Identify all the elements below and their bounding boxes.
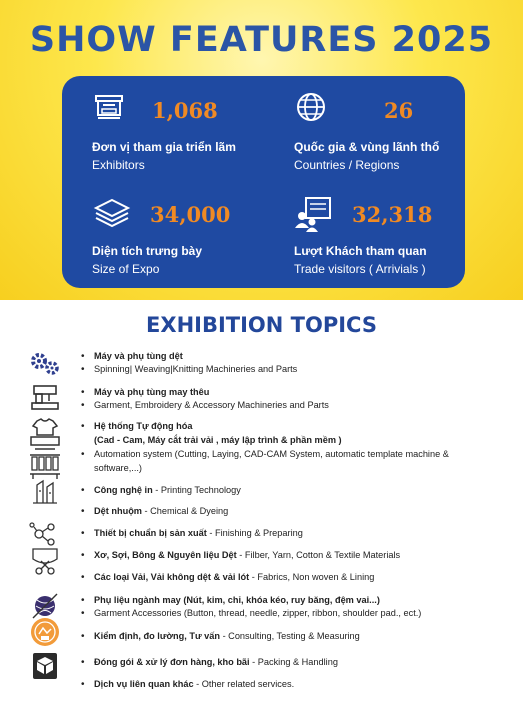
gears-icon <box>27 350 63 378</box>
topic-line <box>94 630 360 643</box>
stat-exhibitors <box>92 90 282 180</box>
topic-en: Garment Accessories (Button, thread, needle, zipper, ribbon, shoulder pad., ect.) <box>94 608 422 618</box>
testing-badge-icon <box>27 616 63 648</box>
booth-icon <box>92 90 126 124</box>
fabric-scissors-icon <box>27 547 63 575</box>
topic-vi: Công nghệ in <box>94 485 153 495</box>
topic-en: - Packing & Handling <box>249 657 338 667</box>
stat-number: 26 <box>384 98 414 123</box>
page-title: SHOW FEATURES 2025 <box>29 20 494 60</box>
topic-vi: Kiểm định, đo lường, Tư vấn <box>94 631 221 641</box>
layers-icon <box>92 196 132 230</box>
visitors-icon <box>294 196 334 232</box>
topic-line <box>94 678 294 691</box>
topic-en: - Finishing & Preparing <box>206 528 303 538</box>
topic-line <box>94 484 241 497</box>
topic-vi: Hệ thống Tự động hóa <box>94 421 193 431</box>
stat-label-en: Trade visitors ( Arrivials ) <box>294 262 426 276</box>
topic-en: Spinning| Weaving|Knitting Machineries and Parts <box>94 364 298 374</box>
printing-press-icon <box>27 477 63 505</box>
clothes-rack-icon <box>27 452 63 480</box>
stat-label-en: Countries / Regions <box>294 158 400 172</box>
topic-line <box>94 527 303 540</box>
stat-label-vi: Đơn vị tham gia triển lãm <box>92 140 236 154</box>
topic-line <box>94 656 338 669</box>
package-icon <box>27 652 63 680</box>
topic-vi: Dịch vụ liên quan khác <box>94 679 194 689</box>
topic-vi: Dệt nhuộm <box>94 506 142 516</box>
stat-number: 34,000 <box>150 202 231 227</box>
stat-number: 32,318 <box>352 202 433 227</box>
topic-en: - Printing Technology <box>152 485 241 495</box>
topic-vi-detail: (Cad - Cam, Máy cắt trải vải , máy lập trình & phần mềm ) <box>94 435 342 445</box>
topic-vi: Các loại Vải, Vải không dệt & vải lót <box>94 572 250 582</box>
stat-label-vi: Quốc gia & vùng lãnh thổ <box>294 140 440 154</box>
topic-vi: Phụ liệu ngành may (Nút, kim, chỉ, khóa kéo, ruy băng, đệm vai...) <box>94 595 380 605</box>
stat-visitors <box>294 196 484 286</box>
globe-icon <box>294 90 328 124</box>
stat-label-en: Exhibitors <box>92 158 145 172</box>
stat-expo-size <box>92 196 282 286</box>
topic-vi: Thiết bị chuẩn bị sản xuất <box>94 528 207 538</box>
topic-vi: Máy và phụ tùng may thêu <box>94 387 210 397</box>
stat-number: 1,068 <box>152 98 218 123</box>
topic-vi: Xơ, Sợi, Bông & Nguyên liệu Dệt <box>94 550 237 560</box>
topic-en: - Filber, Yarn, Cotton & Textile Materials <box>236 550 401 560</box>
stat-label-vi: Diện tích trưng bày <box>92 244 203 258</box>
topic-vi: Đóng gói & xử lý đơn hàng, kho bãi <box>94 657 250 667</box>
topics-title: EXHIBITION TOPICS <box>146 313 377 337</box>
topic-en: - Consulting, Testing & Measuring <box>220 631 360 641</box>
topic-en-cont: software,...) <box>94 463 142 473</box>
topic-line <box>94 571 374 584</box>
topic-en: Garment, Embroidery & Accessory Machineries and Parts <box>94 400 329 410</box>
stat-label-vi: Lượt Khách tham quan <box>294 244 427 258</box>
shirt-printer-icon <box>27 418 63 452</box>
stat-countries <box>294 90 484 180</box>
topic-line <box>94 549 400 562</box>
topic-en: - Other related services. <box>193 679 295 689</box>
topic-en: - Fabrics, Non woven & Lining <box>249 572 375 582</box>
stats-panel <box>62 76 465 288</box>
topic-vi: Máy và phụ tùng dệt <box>94 351 183 361</box>
topic-line <box>94 505 228 518</box>
topic-en: Automation system (Cutting, Laying, CAD-CAM System, automatic template machine & <box>94 449 449 459</box>
topic-en: - Chemical & Dyeing <box>141 506 229 516</box>
stat-label-en: Size of Expo <box>92 262 160 276</box>
sewing-machine-icon <box>27 383 63 411</box>
molecule-icon <box>27 520 63 548</box>
